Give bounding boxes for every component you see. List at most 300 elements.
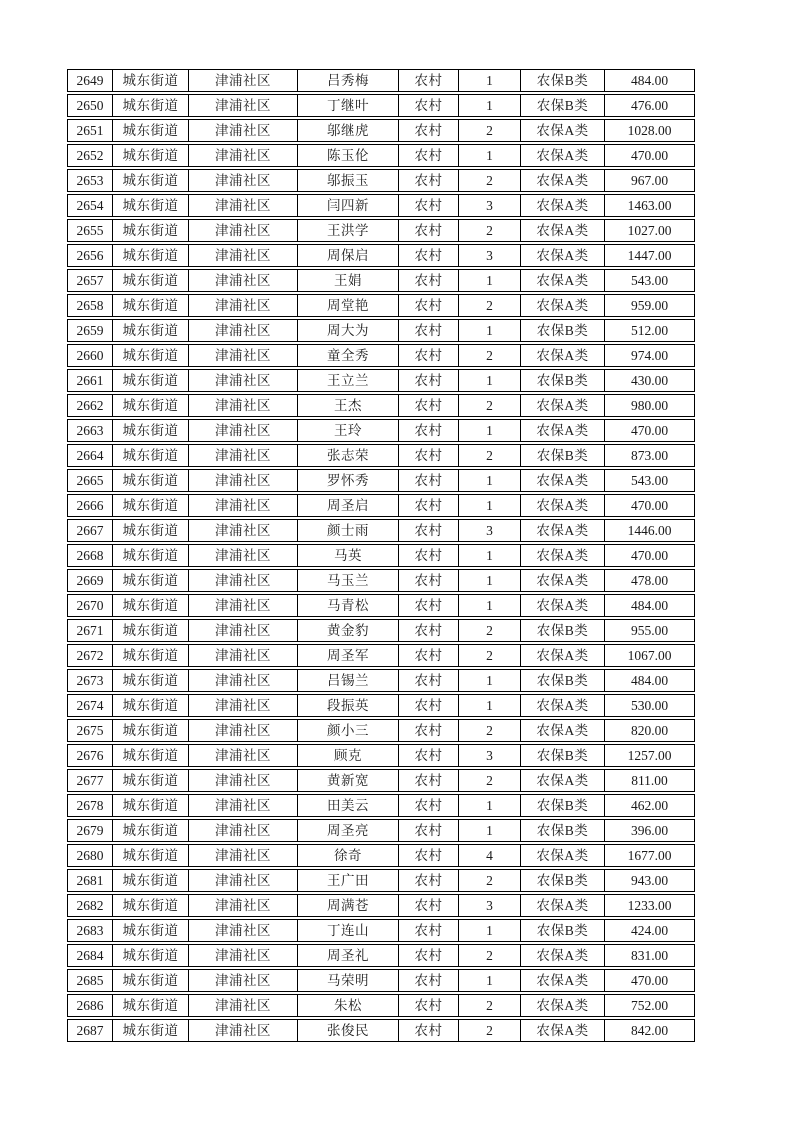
cell-residence-type: 农村 (398, 570, 458, 591)
cell-seq: 2680 (76, 848, 104, 863)
cell-residence-type: 农村 (398, 370, 458, 391)
cell-street: 城东街道 (112, 770, 188, 791)
cell-amount: 470.00 (604, 495, 694, 516)
cell-amount: 1233.00 (604, 895, 694, 916)
cell-seq: 2677 (76, 773, 104, 788)
cell-street: 城东街道 (112, 720, 188, 741)
cell-insurance-category: 农保A类 (520, 170, 604, 191)
cell-street: 城东街道 (112, 445, 188, 466)
cell-insurance-category: 农保B类 (520, 70, 604, 91)
cell-person-name: 周圣军 (297, 645, 398, 666)
cell-community: 津浦社区 (188, 970, 297, 991)
cell-residence-type: 农村 (398, 745, 458, 766)
cell-person-count: 1 (458, 470, 520, 491)
cell-residence-type: 农村 (398, 1020, 458, 1041)
cell-residence-type: 农村 (398, 645, 458, 666)
cell-insurance-category: 农保A类 (520, 245, 604, 266)
cell-street: 城东街道 (112, 495, 188, 516)
cell-residence-type: 农村 (398, 720, 458, 741)
cell-amount: 470.00 (604, 545, 694, 566)
cell-person-name: 顾克 (297, 745, 398, 766)
cell-seq: 2679 (76, 823, 104, 838)
cell-person-name: 田美云 (297, 795, 398, 816)
cell-person-name: 闫四新 (297, 195, 398, 216)
cell-insurance-category: 农保A类 (520, 395, 604, 416)
cell-person-name: 徐奇 (297, 845, 398, 866)
cell-amount: 470.00 (604, 145, 694, 166)
cell-residence-type: 农村 (398, 995, 458, 1016)
cell-person-count: 1 (458, 670, 520, 691)
cell-street: 城东街道 (112, 120, 188, 141)
cell-street: 城东街道 (112, 195, 188, 216)
cell-community: 津浦社区 (188, 145, 297, 166)
table-row (67, 819, 695, 842)
cell-residence-type: 农村 (398, 470, 458, 491)
table-row (67, 344, 695, 367)
cell-person-count: 2 (458, 770, 520, 791)
cell-residence-type: 农村 (398, 820, 458, 841)
cell-insurance-category: 农保A类 (520, 720, 604, 741)
cell-insurance-category: 农保A类 (520, 520, 604, 541)
cell-person-name: 王洪学 (297, 220, 398, 241)
cell-insurance-category: 农保A类 (520, 345, 604, 366)
cell-person-name: 王娟 (297, 270, 398, 291)
cell-person-count: 1 (458, 920, 520, 941)
cell-insurance-category: 农保B类 (520, 95, 604, 116)
cell-insurance-category: 农保A类 (520, 420, 604, 441)
cell-person-count: 1 (458, 595, 520, 616)
cell-person-count: 1 (458, 545, 520, 566)
cell-seq: 2687 (76, 1023, 104, 1038)
cell-street: 城东街道 (112, 820, 188, 841)
cell-insurance-category: 农保A类 (520, 145, 604, 166)
table-row (67, 744, 695, 767)
cell-person-count: 1 (458, 70, 520, 91)
cell-person-count: 3 (458, 195, 520, 216)
cell-residence-type: 农村 (398, 795, 458, 816)
cell-person-count: 2 (458, 620, 520, 641)
cell-person-count: 2 (458, 945, 520, 966)
cell-seq: 2670 (76, 598, 104, 613)
cell-amount: 430.00 (604, 370, 694, 391)
cell-person-name: 段振英 (297, 695, 398, 716)
cell-seq: 2666 (76, 498, 104, 513)
cell-person-count: 2 (458, 120, 520, 141)
cell-residence-type: 农村 (398, 145, 458, 166)
cell-insurance-category: 农保B类 (520, 795, 604, 816)
table-row (67, 669, 695, 692)
cell-person-name: 丁继叶 (297, 95, 398, 116)
cell-street: 城东街道 (112, 670, 188, 691)
cell-insurance-category: 农保A类 (520, 295, 604, 316)
cell-community: 津浦社区 (188, 520, 297, 541)
cell-person-name: 周圣礼 (297, 945, 398, 966)
cell-residence-type: 农村 (398, 170, 458, 191)
cell-person-name: 马青松 (297, 595, 398, 616)
cell-person-count: 2 (458, 170, 520, 191)
cell-community: 津浦社区 (188, 820, 297, 841)
cell-insurance-category: 农保A类 (520, 945, 604, 966)
cell-street: 城东街道 (112, 295, 188, 316)
cell-person-count: 1 (458, 495, 520, 516)
cell-person-name: 丁连山 (297, 920, 398, 941)
cell-seq: 2685 (76, 973, 104, 988)
cell-seq: 2683 (76, 923, 104, 938)
cell-person-name: 颜小三 (297, 720, 398, 741)
cell-street: 城东街道 (112, 520, 188, 541)
cell-person-name: 王广田 (297, 870, 398, 891)
cell-person-name: 陈玉伦 (297, 145, 398, 166)
cell-street: 城东街道 (112, 645, 188, 666)
table-row (67, 844, 695, 867)
cell-amount: 470.00 (604, 970, 694, 991)
cell-residence-type: 农村 (398, 420, 458, 441)
table-row (67, 419, 695, 442)
cell-seq: 2673 (76, 673, 104, 688)
cell-community: 津浦社区 (188, 945, 297, 966)
cell-street: 城东街道 (112, 345, 188, 366)
table-row (67, 469, 695, 492)
table-row (67, 769, 695, 792)
cell-person-count: 1 (458, 695, 520, 716)
cell-person-name: 王杰 (297, 395, 398, 416)
cell-insurance-category: 农保B类 (520, 820, 604, 841)
cell-person-name: 童全秀 (297, 345, 398, 366)
cell-residence-type: 农村 (398, 520, 458, 541)
cell-amount: 484.00 (604, 70, 694, 91)
table-row (67, 794, 695, 817)
cell-community: 津浦社区 (188, 470, 297, 491)
cell-amount: 974.00 (604, 345, 694, 366)
cell-insurance-category: 农保A类 (520, 570, 604, 591)
cell-seq: 2672 (76, 648, 104, 663)
cell-amount: 543.00 (604, 470, 694, 491)
cell-residence-type: 农村 (398, 945, 458, 966)
cell-street: 城东街道 (112, 595, 188, 616)
cell-insurance-category: 农保B类 (520, 670, 604, 691)
cell-amount: 470.00 (604, 420, 694, 441)
cell-residence-type: 农村 (398, 545, 458, 566)
table-row (67, 919, 695, 942)
cell-residence-type: 农村 (398, 845, 458, 866)
cell-insurance-category: 农保A类 (520, 195, 604, 216)
cell-community: 津浦社区 (188, 770, 297, 791)
cell-street: 城东街道 (112, 870, 188, 891)
cell-seq: 2658 (76, 298, 104, 313)
cell-residence-type: 农村 (398, 195, 458, 216)
cell-street: 城东街道 (112, 620, 188, 641)
cell-seq: 2678 (76, 798, 104, 813)
cell-amount: 484.00 (604, 670, 694, 691)
cell-person-count: 3 (458, 895, 520, 916)
cell-person-count: 3 (458, 520, 520, 541)
cell-street: 城东街道 (112, 545, 188, 566)
cell-person-name: 马英 (297, 545, 398, 566)
cell-amount: 478.00 (604, 570, 694, 591)
cell-person-name: 颜士雨 (297, 520, 398, 541)
cell-person-count: 2 (458, 220, 520, 241)
cell-street: 城东街道 (112, 570, 188, 591)
cell-person-name: 周圣启 (297, 495, 398, 516)
cell-person-count: 1 (458, 320, 520, 341)
cell-insurance-category: 农保B类 (520, 745, 604, 766)
cell-person-count: 1 (458, 270, 520, 291)
table-row (67, 969, 695, 992)
cell-amount: 980.00 (604, 395, 694, 416)
cell-amount: 959.00 (604, 295, 694, 316)
cell-person-count: 2 (458, 395, 520, 416)
cell-person-name: 周保启 (297, 245, 398, 266)
cell-community: 津浦社区 (188, 670, 297, 691)
cell-insurance-category: 农保A类 (520, 120, 604, 141)
cell-seq: 2671 (76, 623, 104, 638)
cell-community: 津浦社区 (188, 795, 297, 816)
cell-seq: 2684 (76, 948, 104, 963)
cell-seq: 2650 (76, 98, 104, 113)
table-row (67, 444, 695, 467)
cell-insurance-category: 农保B类 (520, 920, 604, 941)
cell-community: 津浦社区 (188, 870, 297, 891)
cell-community: 津浦社区 (188, 220, 297, 241)
cell-person-name: 王玲 (297, 420, 398, 441)
cell-community: 津浦社区 (188, 720, 297, 741)
table-row (67, 294, 695, 317)
cell-person-count: 2 (458, 645, 520, 666)
cell-amount: 1677.00 (604, 845, 694, 866)
cell-community: 津浦社区 (188, 545, 297, 566)
cell-street: 城东街道 (112, 920, 188, 941)
cell-residence-type: 农村 (398, 620, 458, 641)
cell-residence-type: 农村 (398, 270, 458, 291)
cell-community: 津浦社区 (188, 620, 297, 641)
cell-amount: 1067.00 (604, 645, 694, 666)
cell-person-name: 朱松 (297, 995, 398, 1016)
cell-person-count: 1 (458, 795, 520, 816)
cell-residence-type: 农村 (398, 970, 458, 991)
cell-seq: 2660 (76, 348, 104, 363)
cell-seq: 2676 (76, 748, 104, 763)
cell-insurance-category: 农保A类 (520, 695, 604, 716)
cell-person-name: 罗怀秀 (297, 470, 398, 491)
cell-amount: 955.00 (604, 620, 694, 641)
cell-person-name: 邬振玉 (297, 170, 398, 191)
cell-residence-type: 农村 (398, 70, 458, 91)
cell-street: 城东街道 (112, 695, 188, 716)
cell-person-name: 吕锡兰 (297, 670, 398, 691)
cell-amount: 512.00 (604, 320, 694, 341)
cell-insurance-category: 农保A类 (520, 895, 604, 916)
cell-community: 津浦社区 (188, 595, 297, 616)
cell-seq: 2653 (76, 173, 104, 188)
cell-amount: 424.00 (604, 920, 694, 941)
table-row (67, 494, 695, 517)
cell-residence-type: 农村 (398, 220, 458, 241)
cell-seq: 2659 (76, 323, 104, 338)
cell-amount: 811.00 (604, 770, 694, 791)
benefits-table (67, 69, 695, 1044)
cell-seq: 2654 (76, 198, 104, 213)
cell-amount: 484.00 (604, 595, 694, 616)
table-row (67, 169, 695, 192)
cell-street: 城东街道 (112, 995, 188, 1016)
cell-person-count: 1 (458, 145, 520, 166)
table-row (67, 644, 695, 667)
cell-community: 津浦社区 (188, 245, 297, 266)
cell-person-count: 1 (458, 820, 520, 841)
cell-amount: 943.00 (604, 870, 694, 891)
table-row (67, 244, 695, 267)
cell-community: 津浦社区 (188, 445, 297, 466)
cell-community: 津浦社区 (188, 345, 297, 366)
cell-insurance-category: 农保B类 (520, 320, 604, 341)
cell-residence-type: 农村 (398, 320, 458, 341)
cell-community: 津浦社区 (188, 170, 297, 191)
cell-insurance-category: 农保A类 (520, 995, 604, 1016)
cell-seq: 2651 (76, 123, 104, 138)
cell-community: 津浦社区 (188, 320, 297, 341)
cell-seq: 2665 (76, 473, 104, 488)
cell-person-count: 2 (458, 295, 520, 316)
cell-amount: 1446.00 (604, 520, 694, 541)
cell-community: 津浦社区 (188, 295, 297, 316)
cell-community: 津浦社区 (188, 270, 297, 291)
cell-person-name: 邬继虎 (297, 120, 398, 141)
cell-seq: 2657 (76, 273, 104, 288)
cell-person-name: 吕秀梅 (297, 70, 398, 91)
cell-seq: 2682 (76, 898, 104, 913)
cell-street: 城东街道 (112, 895, 188, 916)
cell-amount: 873.00 (604, 445, 694, 466)
cell-residence-type: 农村 (398, 345, 458, 366)
cell-person-count: 3 (458, 245, 520, 266)
cell-amount: 1463.00 (604, 195, 694, 216)
table-row (67, 69, 695, 92)
cell-seq: 2664 (76, 448, 104, 463)
cell-insurance-category: 农保A类 (520, 220, 604, 241)
cell-community: 津浦社区 (188, 570, 297, 591)
cell-seq: 2686 (76, 998, 104, 1013)
cell-person-name: 张俊民 (297, 1020, 398, 1041)
cell-person-name: 周大为 (297, 320, 398, 341)
table-row (67, 719, 695, 742)
cell-person-count: 1 (458, 970, 520, 991)
cell-street: 城东街道 (112, 220, 188, 241)
cell-person-count: 4 (458, 845, 520, 866)
cell-insurance-category: 农保A类 (520, 270, 604, 291)
cell-person-name: 王立兰 (297, 370, 398, 391)
cell-street: 城东街道 (112, 370, 188, 391)
cell-residence-type: 农村 (398, 120, 458, 141)
cell-residence-type: 农村 (398, 695, 458, 716)
table-row (67, 394, 695, 417)
cell-residence-type: 农村 (398, 95, 458, 116)
cell-residence-type: 农村 (398, 870, 458, 891)
cell-insurance-category: 农保B类 (520, 445, 604, 466)
cell-street: 城东街道 (112, 1020, 188, 1041)
table-row (67, 619, 695, 642)
table-row (67, 119, 695, 142)
cell-insurance-category: 农保A类 (520, 770, 604, 791)
cell-person-count: 2 (458, 995, 520, 1016)
cell-amount: 1447.00 (604, 245, 694, 266)
cell-seq: 2674 (76, 698, 104, 713)
cell-amount: 530.00 (604, 695, 694, 716)
cell-seq: 2663 (76, 423, 104, 438)
cell-person-name: 张志荣 (297, 445, 398, 466)
cell-amount: 462.00 (604, 795, 694, 816)
cell-street: 城东街道 (112, 95, 188, 116)
table-row (67, 869, 695, 892)
cell-person-name: 周圣亮 (297, 820, 398, 841)
cell-community: 津浦社区 (188, 920, 297, 941)
cell-residence-type: 农村 (398, 495, 458, 516)
cell-amount: 1027.00 (604, 220, 694, 241)
cell-amount: 396.00 (604, 820, 694, 841)
cell-amount: 543.00 (604, 270, 694, 291)
cell-amount: 842.00 (604, 1020, 694, 1041)
cell-community: 津浦社区 (188, 120, 297, 141)
cell-insurance-category: 农保A类 (520, 1020, 604, 1041)
cell-insurance-category: 农保A类 (520, 595, 604, 616)
cell-person-count: 2 (458, 870, 520, 891)
cell-street: 城东街道 (112, 245, 188, 266)
table-row (67, 569, 695, 592)
cell-person-name: 黄金豹 (297, 620, 398, 641)
cell-person-name: 马玉兰 (297, 570, 398, 591)
cell-insurance-category: 农保B类 (520, 620, 604, 641)
cell-community: 津浦社区 (188, 195, 297, 216)
cell-street: 城东街道 (112, 845, 188, 866)
cell-seq: 2669 (76, 573, 104, 588)
table-row (67, 594, 695, 617)
cell-seq: 2652 (76, 148, 104, 163)
cell-community: 津浦社区 (188, 370, 297, 391)
table-row (67, 319, 695, 342)
cell-person-name: 马荣明 (297, 970, 398, 991)
cell-street: 城东街道 (112, 70, 188, 91)
cell-seq: 2661 (76, 373, 104, 388)
cell-street: 城东街道 (112, 945, 188, 966)
cell-amount: 1257.00 (604, 745, 694, 766)
cell-seq: 2655 (76, 223, 104, 238)
table-row (67, 219, 695, 242)
cell-insurance-category: 农保B类 (520, 370, 604, 391)
cell-seq: 2681 (76, 873, 104, 888)
cell-insurance-category: 农保B类 (520, 870, 604, 891)
cell-insurance-category: 农保A类 (520, 970, 604, 991)
cell-person-count: 2 (458, 345, 520, 366)
table-row (67, 1019, 695, 1042)
cell-street: 城东街道 (112, 320, 188, 341)
cell-community: 津浦社区 (188, 745, 297, 766)
cell-seq: 2668 (76, 548, 104, 563)
cell-street: 城东街道 (112, 470, 188, 491)
cell-community: 津浦社区 (188, 395, 297, 416)
cell-street: 城东街道 (112, 395, 188, 416)
cell-community: 津浦社区 (188, 1020, 297, 1041)
cell-residence-type: 农村 (398, 445, 458, 466)
cell-insurance-category: 农保A类 (520, 470, 604, 491)
table-row (67, 194, 695, 217)
cell-person-count: 2 (458, 445, 520, 466)
cell-community: 津浦社区 (188, 695, 297, 716)
cell-amount: 820.00 (604, 720, 694, 741)
cell-street: 城东街道 (112, 420, 188, 441)
cell-community: 津浦社区 (188, 420, 297, 441)
cell-residence-type: 农村 (398, 295, 458, 316)
cell-amount: 967.00 (604, 170, 694, 191)
cell-seq: 2662 (76, 398, 104, 413)
